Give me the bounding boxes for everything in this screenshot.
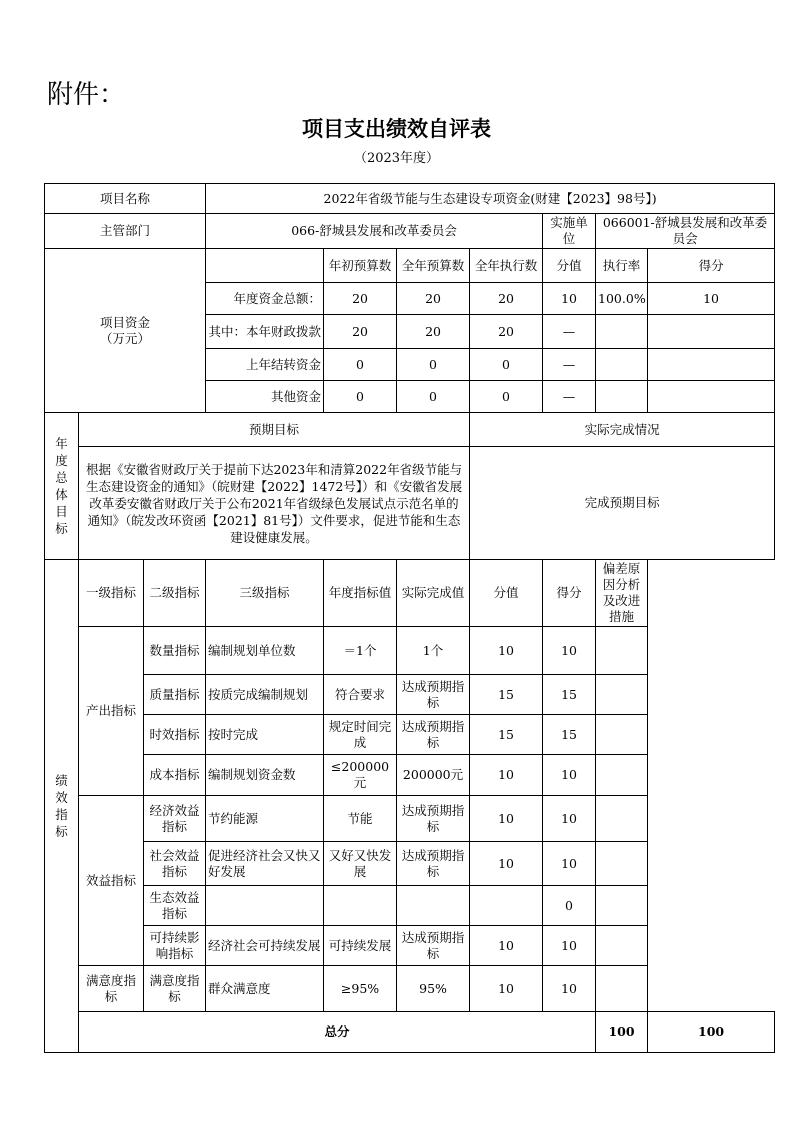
score: 10 [470, 842, 543, 886]
expected-goal-text: 根据《安徽省财政厅关于提前下达2023年和清算2022年省级节能与生态建设资金的通知》（皖财建【2022】1472号】）和《安徽省发展改革委安徽省财政厅关于公布2021年省级绿色发展试点示范名单的通知》（皖发改环资函【2021】81号】）文件要求，促进节能和生态建设健康发展。 [79, 447, 470, 560]
funds-row-label: 其中：本年财政拨款 [206, 315, 324, 349]
project-name-label: 项目名称 [45, 184, 206, 214]
perf-header: 三级指标 [206, 560, 324, 627]
actual: 达成预期指标 [397, 842, 470, 886]
note [596, 886, 648, 926]
funds-cell: — [543, 315, 596, 349]
score [470, 886, 543, 926]
level2: 成本指标 [144, 755, 206, 796]
funds-row-label: 上年结转资金 [206, 349, 324, 381]
total-got: 100 [648, 1012, 775, 1053]
impl-label: 实施单位 [543, 214, 596, 249]
funds-cell: 20 [470, 283, 543, 315]
level1-benefit: 效益指标 [79, 796, 144, 966]
project-name-value: 2022年省级节能与生态建设专项资金(财建【2023】98号】) [206, 184, 775, 214]
perf-row [45, 715, 775, 755]
note [596, 926, 648, 966]
funds-cell: — [543, 349, 596, 381]
level2: 可持续影响指标 [144, 926, 206, 966]
actual: 达成预期指标 [397, 796, 470, 842]
score: 10 [470, 796, 543, 842]
level1-satisfaction: 满意度指标 [79, 966, 144, 1012]
funds-cell: 0 [397, 349, 470, 381]
perf-row [45, 966, 775, 1012]
funds-cell: 20 [397, 283, 470, 315]
actual: 达成预期指标 [397, 675, 470, 715]
target: ≥95% [324, 966, 397, 1012]
got: 10 [543, 796, 596, 842]
note [596, 842, 648, 886]
funds-cell: 0 [397, 381, 470, 413]
perf-label: 绩 效 指 标 [45, 560, 79, 1053]
funds-cell: 100.0% [596, 283, 648, 315]
funds-cell [596, 315, 648, 349]
funds-cell: 20 [324, 283, 397, 315]
level2: 数量指标 [144, 627, 206, 675]
actual-completion-header: 实际完成情况 [470, 413, 775, 447]
note [596, 715, 648, 755]
perf-row [45, 675, 775, 715]
score: 10 [470, 966, 543, 1012]
actual-completion-text: 完成预期目标 [470, 447, 775, 560]
level3: 编制规划资金数 [206, 755, 324, 796]
dept-value: 066-舒城县发展和改革委员会 [206, 214, 543, 249]
funds-cell [648, 381, 775, 413]
got: 10 [543, 842, 596, 886]
perf-header: 分值 [470, 560, 543, 627]
score: 10 [470, 627, 543, 675]
target: 可持续发展 [324, 926, 397, 966]
funds-cell [596, 349, 648, 381]
perf-header-row [45, 560, 775, 627]
note [596, 966, 648, 1012]
level2: 生态效益指标 [144, 886, 206, 926]
funds-cell: 20 [470, 315, 543, 349]
target: 又好又快发展 [324, 842, 397, 886]
got: 10 [543, 926, 596, 966]
project-name-row [45, 184, 775, 214]
got: 15 [543, 675, 596, 715]
level3: 按质完成编制规划 [206, 675, 324, 715]
funds-header: 分值 [543, 249, 596, 283]
funds-row-label: 其他资金 [206, 381, 324, 413]
target: 规定时间完成 [324, 715, 397, 755]
actual: 达成预期指标 [397, 926, 470, 966]
funds-cell: 20 [397, 315, 470, 349]
total-label: 总分 [79, 1012, 596, 1053]
funds-header: 年初预算数 [324, 249, 397, 283]
page-subtitle: （2023年度） [353, 151, 440, 166]
department-row [45, 214, 775, 249]
funds-header-row [45, 249, 775, 283]
score: 15 [470, 675, 543, 715]
funds-header: 得分 [648, 249, 775, 283]
perf-header: 年度指标值 [324, 560, 397, 627]
level2: 社会效益指标 [144, 842, 206, 886]
level1-output: 产出指标 [79, 627, 144, 796]
note [596, 675, 648, 715]
level2: 满意度指标 [144, 966, 206, 1012]
perf-header: 一级指标 [79, 560, 144, 627]
actual: 达成预期指标 [397, 715, 470, 755]
goal-label: 年 度 总 体 目 标 [45, 413, 79, 560]
note [596, 627, 648, 675]
funds-row-label: 年度资金总额： [206, 283, 324, 315]
level3 [206, 886, 324, 926]
funds-header-blank [206, 249, 324, 283]
goal-header-row [45, 413, 775, 447]
perf-row [45, 842, 775, 886]
got: 10 [543, 627, 596, 675]
level3: 按时完成 [206, 715, 324, 755]
target: ＝1个 [324, 627, 397, 675]
actual: 200000元 [397, 755, 470, 796]
got: 15 [543, 715, 596, 755]
funds-cell [648, 349, 775, 381]
target [324, 886, 397, 926]
actual: 95% [397, 966, 470, 1012]
level2: 时效指标 [144, 715, 206, 755]
total-score: 100 [596, 1012, 648, 1053]
level3: 群众满意度 [206, 966, 324, 1012]
got: 0 [543, 886, 596, 926]
goal-content-row [45, 447, 775, 560]
actual: 1个 [397, 627, 470, 675]
funds-cell: 0 [324, 349, 397, 381]
funds-cell: 10 [543, 283, 596, 315]
dept-label: 主管部门 [45, 214, 206, 249]
level3: 编制规划单位数 [206, 627, 324, 675]
self-evaluation-table [44, 183, 775, 1053]
level3: 节约能源 [206, 796, 324, 842]
funds-cell: 20 [324, 315, 397, 349]
level3: 促进经济社会又快又好发展 [206, 842, 324, 886]
impl-value: 066001-舒城县发展和改革委员会 [596, 214, 775, 249]
perf-row [45, 755, 775, 796]
target: 符合要求 [324, 675, 397, 715]
perf-header: 实际完成值 [397, 560, 470, 627]
level2: 经济效益指标 [144, 796, 206, 842]
funds-cell: 10 [648, 283, 775, 315]
funds-cell [648, 315, 775, 349]
note [596, 796, 648, 842]
total-row [45, 1012, 775, 1053]
funds-cell: 0 [324, 381, 397, 413]
level3: 经济社会可持续发展 [206, 926, 324, 966]
got: 10 [543, 755, 596, 796]
score: 10 [470, 755, 543, 796]
note [596, 755, 648, 796]
actual [397, 886, 470, 926]
target: 节能 [324, 796, 397, 842]
perf-header: 二级指标 [144, 560, 206, 627]
funds-cell: 0 [470, 381, 543, 413]
funds-cell: — [543, 381, 596, 413]
funds-header: 执行率 [596, 249, 648, 283]
target: ≤200000元 [324, 755, 397, 796]
funds-label: 项目资金 （万元） [45, 249, 206, 413]
attachment-label: 附件： [47, 80, 126, 110]
score: 10 [470, 926, 543, 966]
funds-header: 全年执行数 [470, 249, 543, 283]
perf-row [45, 886, 775, 926]
funds-header: 全年预算数 [397, 249, 470, 283]
score: 15 [470, 715, 543, 755]
perf-header: 得分 [543, 560, 596, 627]
funds-cell [596, 381, 648, 413]
perf-row [45, 627, 775, 675]
level2: 质量指标 [144, 675, 206, 715]
expected-goal-header: 预期目标 [79, 413, 470, 447]
page-title: 项目支出绩效自评表 [302, 117, 491, 141]
funds-cell: 0 [470, 349, 543, 381]
perf-row [45, 926, 775, 966]
perf-header: 偏差原因分析及改进措施 [596, 560, 648, 627]
got: 10 [543, 966, 596, 1012]
perf-row [45, 796, 775, 842]
